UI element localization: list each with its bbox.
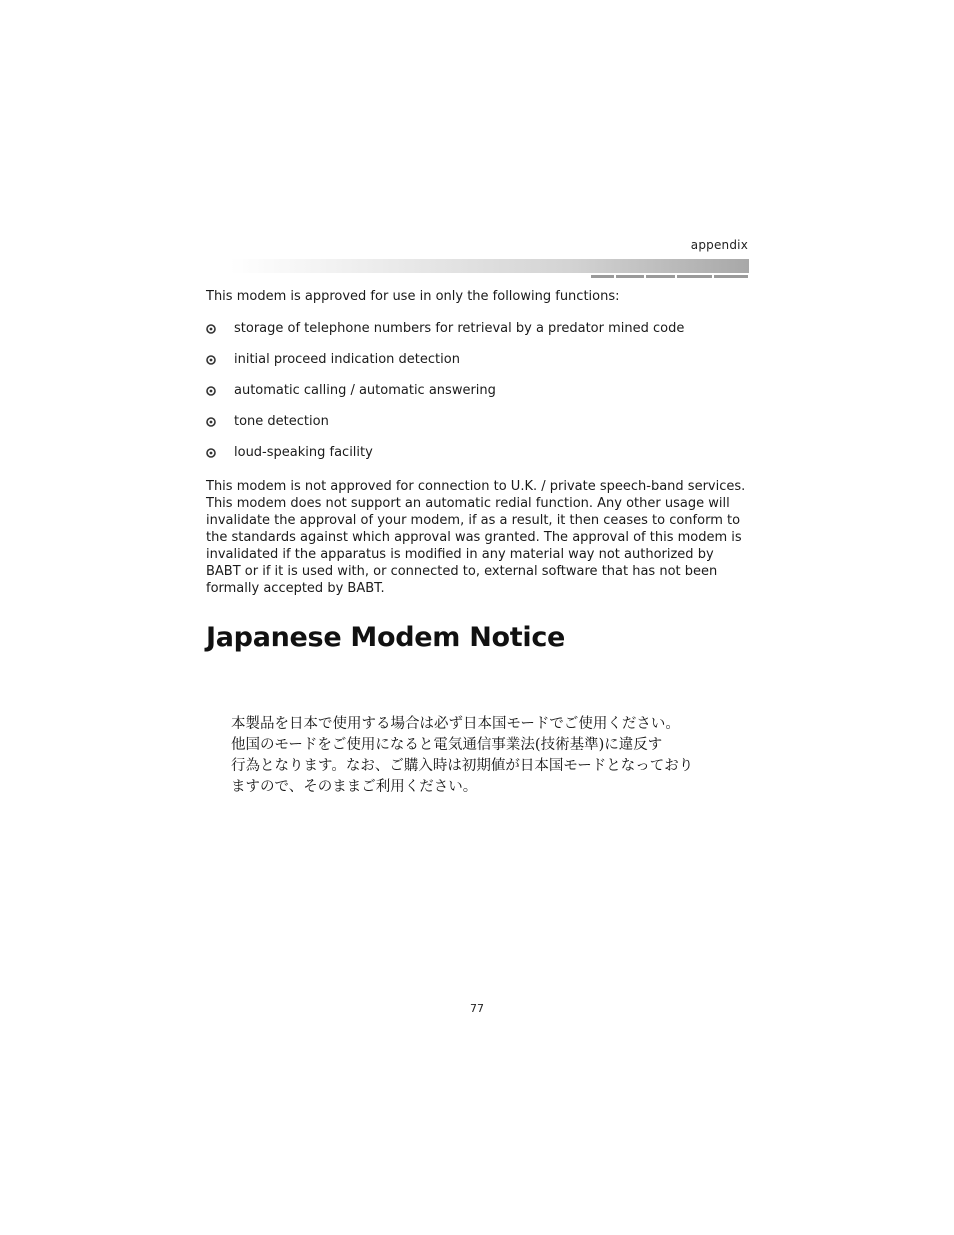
main-content bbox=[206, 288, 748, 597]
section-label: appendix bbox=[690, 238, 748, 252]
header-segment bbox=[677, 275, 712, 278]
intro-text: This modem is approved for use in only the following functions: bbox=[206, 289, 620, 304]
restriction-paragraph: This modem is not approved for connection to U.K. / private speech-band services. This modem does not support an automatic redial function. Any other usage will invalidate the approval of your modem, if as a result, it then ceases to conform to the standards against which approval was granted. The approval of this modem is invalidated if the apparatus is modified in any material way not authorized by BABT or if it is used with, or connected to, external software that has not been formally accepted by BABT. bbox=[206, 479, 746, 596]
list-item bbox=[206, 444, 748, 461]
header-segment bbox=[616, 275, 644, 278]
japanese-notice-text bbox=[231, 714, 731, 798]
notice-line: 行為となります。なお、ご購入時は初期値が日本国モードとなっており bbox=[231, 758, 694, 774]
notice-line: 他国のモードをご使用になると電気通信事業法(技術基準)に違反す bbox=[231, 737, 663, 753]
header-segment bbox=[646, 275, 675, 278]
list-item-label: initial proceed indication detection bbox=[234, 352, 460, 367]
page-number: 77 bbox=[470, 1002, 484, 1015]
header-gradient-bar bbox=[230, 259, 749, 273]
feature-list bbox=[206, 320, 748, 461]
list-item bbox=[206, 320, 748, 337]
header-segment bbox=[591, 275, 614, 278]
circle-bullet-icon bbox=[206, 355, 216, 365]
list-item-label: tone detection bbox=[234, 414, 329, 429]
list-item bbox=[206, 382, 748, 399]
list-item bbox=[206, 413, 748, 430]
list-item-label: storage of telephone numbers for retrieval by a predator mined code bbox=[234, 321, 685, 336]
circle-bullet-icon bbox=[206, 417, 216, 427]
list-item bbox=[206, 351, 748, 368]
circle-bullet-icon bbox=[206, 324, 216, 334]
circle-bullet-icon bbox=[206, 386, 216, 396]
list-item-label: automatic calling / automatic answering bbox=[234, 383, 496, 398]
circle-bullet-icon bbox=[206, 448, 216, 458]
section-heading: Japanese Modem Notice bbox=[206, 622, 566, 653]
header-segment-strip bbox=[591, 275, 748, 278]
notice-line: ますので、そのままご利用ください。 bbox=[231, 779, 478, 795]
header-segment bbox=[714, 275, 748, 278]
notice-line: 本製品を日本で使用する場合は必ず日本国モードでご使用ください。 bbox=[231, 716, 680, 732]
list-item-label: loud-speaking facility bbox=[234, 445, 373, 460]
